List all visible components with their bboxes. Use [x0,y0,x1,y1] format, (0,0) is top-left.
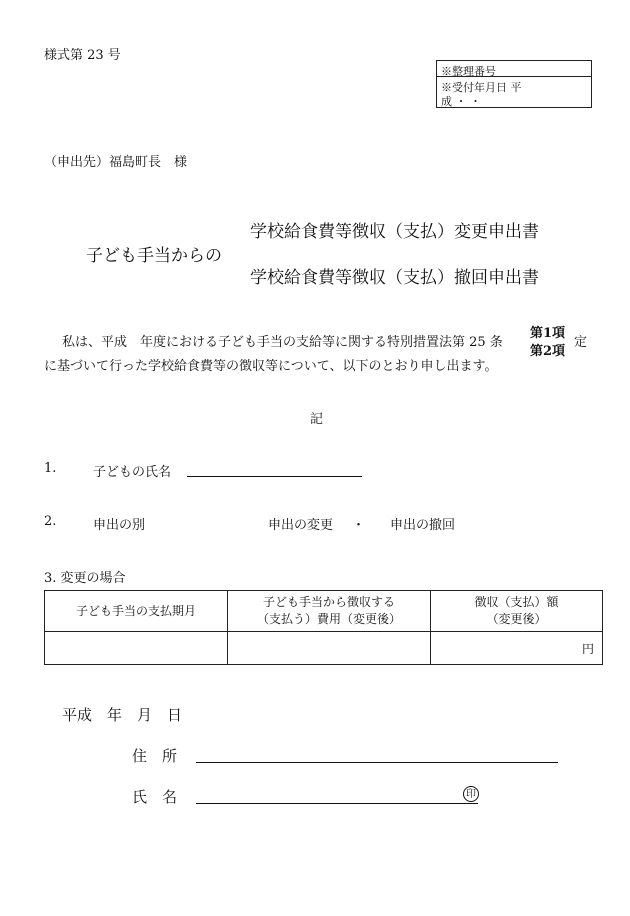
option-separator: ・ [352,518,366,533]
item-2-label: 申出の別 [93,518,146,533]
title-option-change: 学校給食費等徴収（支払）変更申出書 [250,222,539,242]
addressee: （申出先）福島町長 様 [44,155,188,170]
table-header-cell: 徴収（支払）額 （変更後） [431,591,603,632]
child-name-field[interactable] [187,476,362,477]
address-label: 住 所 [132,747,178,765]
seal-mark: 印 [463,786,479,802]
clause-1: 第1項 [530,326,566,341]
table-header-cell: 子ども手当の支払期月 [45,591,228,632]
item-1-number: 1. [44,461,57,476]
receipt-date-label: ※受付年月日 平 [441,81,522,94]
change-table [44,590,603,665]
address-field[interactable] [196,762,558,763]
form-number: 様式第 23 号 [44,48,121,63]
date-line: 平成 年 月 日 [62,706,183,724]
table-header-row [45,591,603,632]
name-field[interactable] [196,803,478,804]
option-change[interactable]: 申出の変更 [268,518,334,533]
clause-2: 第2項 [530,344,566,359]
table-header-cell: 子ども手当から徴収する （支払う）費用（変更後） [228,591,431,632]
table-cell-amount[interactable]: 円 [431,632,603,665]
item-2-number: 2. [44,514,57,529]
receipt-date-value: 成 ・ ・ [441,95,481,108]
name-label: 氏 名 [132,788,178,806]
option-withdraw[interactable]: 申出の撤回 [390,518,456,533]
item-1-label: 子どもの氏名 [93,465,172,480]
title-prefix: 子ども手当からの [86,246,222,266]
ki-heading: 記 [310,412,324,427]
receipt-box [436,60,592,108]
clause-suffix: 定 [574,335,588,350]
table-row [45,632,603,665]
table-cell-cost[interactable] [228,632,431,665]
body-line-2: に基づいて行った学校給食費等の徴収等について、以下のとおり申し出ます。 [44,359,498,374]
body-line-1: 私は、平成 年度における子ども手当の支給等に関する特別措置法第 25 条 [62,335,503,350]
title-option-withdraw: 学校給食費等徴収（支払）撤回申出書 [250,268,539,288]
receipt-number-label: ※整理番号 [441,65,496,78]
table-cell-month[interactable] [45,632,228,665]
receipt-divider [437,76,591,77]
item-3-label: 3. 変更の場合 [44,571,126,586]
